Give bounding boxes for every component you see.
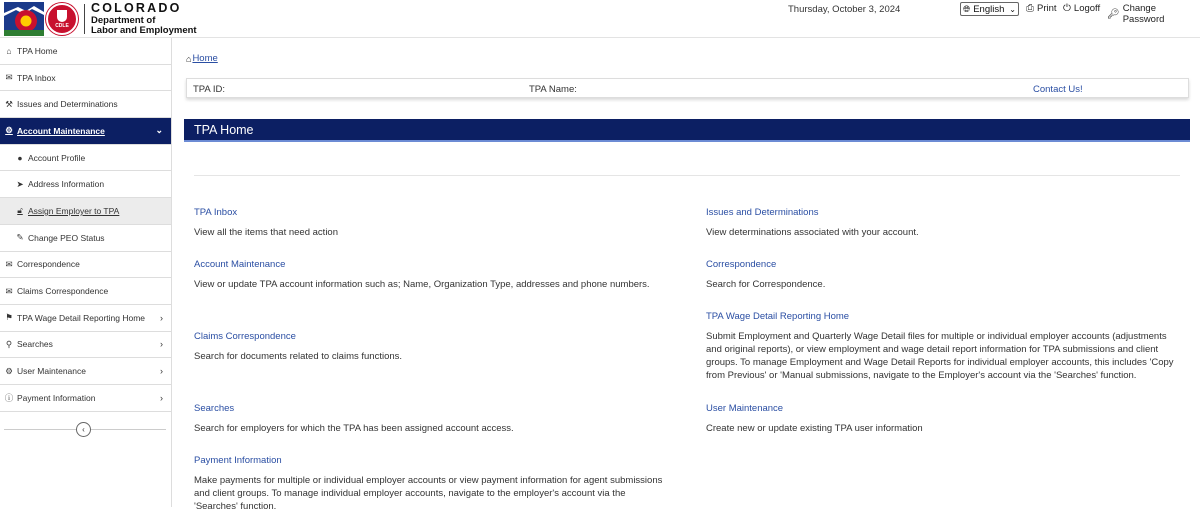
edit-icon: ✎ [16, 232, 24, 243]
tpa-name-label: TPA Name: [529, 84, 577, 95]
logo-colorado: COLORADO [91, 0, 182, 15]
logo-text [91, 2, 197, 37]
tpa-inbox-desc: View all the items that need action [194, 227, 338, 238]
print-link[interactable]: ⎙ Print [1026, 3, 1057, 14]
key-icon: 🔑︎ [1107, 8, 1120, 20]
envelope-icon: ✉ [5, 258, 13, 269]
sidebar-item-assign-employer[interactable]: 🔓︎ Assign Employer to TPA [0, 198, 171, 225]
issues-determinations-link[interactable]: Issues and Determinations [706, 207, 819, 218]
contact-us-link[interactable]: Contact Us! [1033, 84, 1083, 95]
chevron-right-icon: › [160, 339, 163, 350]
wage-detail-desc: Submit Employment and Quarterly Wage Detail files for multiple or individual employer accounts (adjustments and original reports), or view employment and wage detail report information for TPA submissions and client groups. To manage Employment and Wage Detail Reports for individual employer accounts, this includes 'Copy from Previous' or 'Manual submissions, navigate to the Employer's account via the 'Searches' function. [706, 331, 1174, 381]
claims-correspondence-link[interactable]: Claims Correspondence [194, 331, 296, 342]
cogs-icon: ⚙ [5, 365, 13, 376]
envelope-icon: ✉ [5, 72, 13, 83]
flag-icon: ⚑ [5, 312, 13, 323]
content-divider [194, 175, 1180, 176]
sidebar-item-issues[interactable]: ⚒ Issues and Determinations [0, 91, 171, 118]
sidebar-item-address-information[interactable]: ➤ Address Information [0, 171, 171, 198]
logo-dept-line1: Department of [91, 15, 156, 27]
card-claims-correspondence [194, 331, 664, 363]
colorado-flag-icon [4, 2, 44, 36]
issues-determinations-desc: View determinations associated with your account. [706, 227, 919, 238]
card-payment-information [194, 455, 664, 513]
info-icon: ⓘ [4, 392, 14, 403]
account-maintenance-link[interactable]: Account Maintenance [194, 259, 286, 270]
chevron-right-icon: › [160, 392, 163, 403]
correspondence-desc: Search for Correspondence. [706, 279, 826, 290]
gavel-icon: ⚒ [5, 98, 13, 109]
payment-information-desc: Make payments for multiple or individual employer accounts or view payment information for agent submissions and client groups. To manage individual employer accounts, navigate to the employer's account via the 'Searches' function. [194, 475, 663, 512]
sidebar-item-tpa-inbox[interactable]: ✉ TPA Inbox [0, 65, 171, 92]
card-wage-detail [706, 311, 1176, 382]
sidebar-item-tpa-home[interactable]: ⌂ TPA Home [0, 38, 171, 65]
language-value: English [973, 3, 1005, 15]
tpa-inbox-link[interactable]: TPA Inbox [194, 207, 238, 218]
cogs-icon: ⚙ [5, 125, 13, 136]
chevron-right-icon: › [160, 312, 163, 323]
correspondence-link[interactable]: Correspondence [706, 259, 777, 270]
card-correspondence [706, 259, 1176, 291]
power-icon: ⏻ [1063, 3, 1071, 14]
sidebar-item-change-peo-status[interactable]: ✎ Change PEO Status [0, 225, 171, 252]
sidebar-item-user-maintenance[interactable]: ⚙ User Maintenance › [0, 358, 171, 385]
claims-correspondence-desc: Search for documents related to claims functions. [194, 351, 403, 362]
language-select[interactable] [960, 2, 1019, 16]
header [0, 0, 1200, 38]
chevron-down-icon: ⌄ [155, 125, 163, 136]
cdle-logo[interactable] [4, 2, 197, 36]
chevron-down-icon: ⌄ [1009, 4, 1016, 14]
page-title: TPA Home [184, 119, 1190, 142]
tpa-id-label: TPA ID: [193, 84, 226, 95]
tpa-info-bar [186, 78, 1189, 98]
breadcrumb [186, 53, 218, 64]
logo-dept-line2: Labor and Employment [91, 25, 197, 37]
location-arrow-icon: ➤ [16, 178, 24, 189]
searches-desc: Search for employers for which the TPA has been assigned account access. [194, 423, 514, 434]
user-maintenance-desc: Create new or update existing TPA user information [706, 423, 923, 434]
collapse-sidebar-button[interactable] [76, 422, 91, 437]
unlock-icon: 🔓︎ [17, 205, 23, 216]
card-issues-determinations [706, 207, 1176, 239]
change-password-link[interactable]: 🔑︎ Change Password [1107, 3, 1165, 25]
account-maintenance-desc: View or update TPA account information such as; Name, Organization Type, addresses and phone numbers. [194, 279, 650, 290]
logoff-link[interactable]: ⏻ Logoff [1063, 3, 1101, 14]
print-icon: ⎙ [1026, 3, 1034, 14]
globe-icon: 🌐︎ [963, 3, 971, 14]
sidebar-item-claims-correspondence[interactable]: ✉ Claims Correspondence [0, 278, 171, 305]
sidebar-item-wage-detail[interactable]: ⚑ TPA Wage Detail Reporting Home › [0, 305, 171, 332]
current-date: Thursday, October 3, 2024 [788, 4, 901, 15]
user-maintenance-link[interactable]: User Maintenance [706, 403, 784, 414]
chevron-left-icon: ‹ [82, 425, 85, 434]
breadcrumb-home-link[interactable]: Home [192, 53, 218, 64]
user-icon: ● [17, 152, 23, 163]
card-user-maintenance [706, 403, 1176, 435]
card-tpa-inbox [194, 207, 664, 239]
wage-detail-link[interactable]: TPA Wage Detail Reporting Home [706, 311, 850, 322]
cdle-badge-icon: CDLE [46, 3, 78, 35]
chevron-right-icon: › [160, 366, 163, 377]
payment-information-link[interactable]: Payment Information [194, 455, 282, 466]
sidebar [0, 38, 172, 507]
card-searches [194, 403, 664, 435]
search-icon: ⚲ [5, 338, 13, 349]
sidebar-item-payment-information[interactable]: ⓘ Payment Information › [0, 385, 171, 412]
sidebar-item-searches[interactable]: ⚲ Searches › [0, 332, 171, 359]
envelope-icon: ✉ [5, 285, 13, 296]
logo-divider [84, 4, 85, 34]
sidebar-item-correspondence[interactable]: ✉ Correspondence [0, 252, 171, 279]
home-icon: ⌂ [186, 53, 192, 64]
sidebar-item-account-maintenance[interactable]: ⚙ Account Maintenance ⌄ [0, 118, 171, 145]
home-icon: ⌂ [6, 45, 12, 56]
card-account-maintenance [194, 259, 664, 291]
searches-link[interactable]: Searches [194, 403, 235, 414]
sidebar-item-account-profile[interactable]: ● Account Profile [0, 145, 171, 172]
